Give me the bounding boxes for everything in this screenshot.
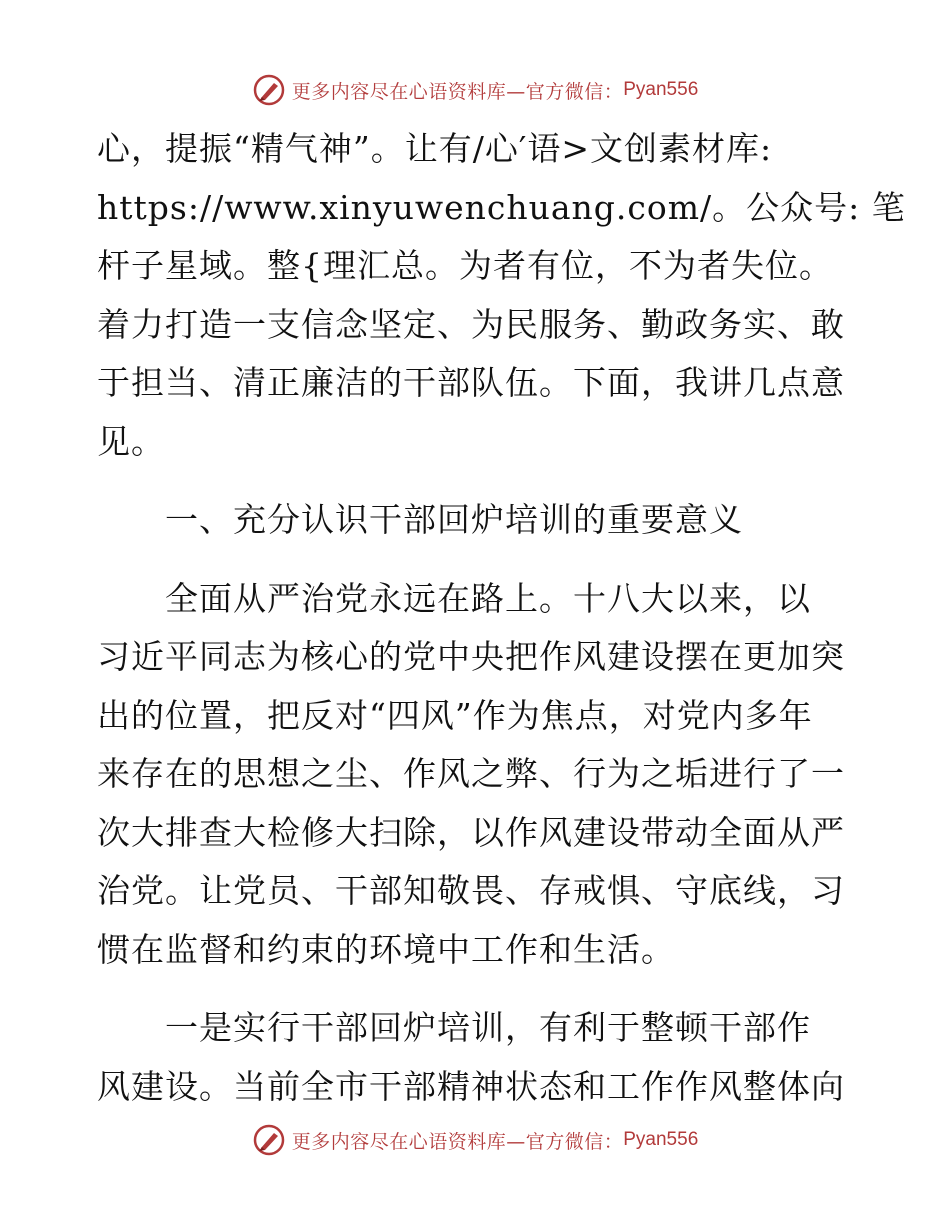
text-line: 出的位置，把反对“四风”作为焦点，对党内多年 — [97, 695, 813, 735]
text-line: 风建设。当前全市干部精神状态和工作作风整体向 — [97, 1066, 845, 1106]
paragraph-intro — [97, 120, 906, 471]
text-line: 杆子星域。整{理汇总。为者有位，不为者失位。 — [97, 246, 833, 285]
watermark-text: 更多内容尽在心语资料库—官方微信： — [291, 1130, 624, 1153]
text-line: 见。 — [97, 421, 165, 461]
header-watermark — [0, 72, 950, 108]
text-line: 于担当、清正廉洁的干部队伍。下面，我讲几点意 — [97, 363, 845, 402]
section-heading — [97, 491, 857, 550]
watermark-wechat-id: Pyan556 — [623, 1129, 699, 1150]
text-line: 次大排查大检修大扫除，以作风建设带动全面从严 — [97, 812, 845, 852]
text-line: 来存在的思想之尘、作风之弊、行为之垢进行了一 — [97, 754, 845, 793]
pen-logo-icon — [252, 73, 286, 107]
text-line: 心，提振“精气神”。让有/心′语>文创素材库: — [97, 129, 773, 168]
watermark-wechat-id: Pyan556 — [623, 79, 699, 100]
footer-watermark — [0, 1122, 950, 1158]
pen-logo-icon — [252, 1123, 286, 1157]
text-line: 一是实行干部回炉培训，有利于整顿干部作 — [97, 1008, 811, 1047]
text-line: 惯在监督和约束的环境中工作和生活。 — [97, 929, 675, 969]
text-line: https://www.xinyuwenchuang.com/。公众号: 笔 — [97, 187, 906, 227]
text-line: 治党。让党员、干部知敬畏、存戒惧、守底线，习 — [97, 871, 845, 910]
text-line: 习近平同志为核心的党中央把作风建设摆在更加突 — [97, 637, 845, 676]
paragraph-point-1 — [97, 999, 857, 1116]
heading-line: 一、充分认识干部回炉培训的重要意义 — [97, 500, 743, 539]
paragraph-section-1 — [97, 570, 857, 980]
text-line: 全面从严治党永远在路上。十八大以来，以 — [97, 578, 811, 618]
document-body — [97, 120, 906, 1116]
text-line: 着力打造一支信念坚定、为民服务、勤政务实、敢 — [97, 304, 845, 344]
watermark-text: 更多内容尽在心语资料库—官方微信： — [291, 80, 624, 103]
